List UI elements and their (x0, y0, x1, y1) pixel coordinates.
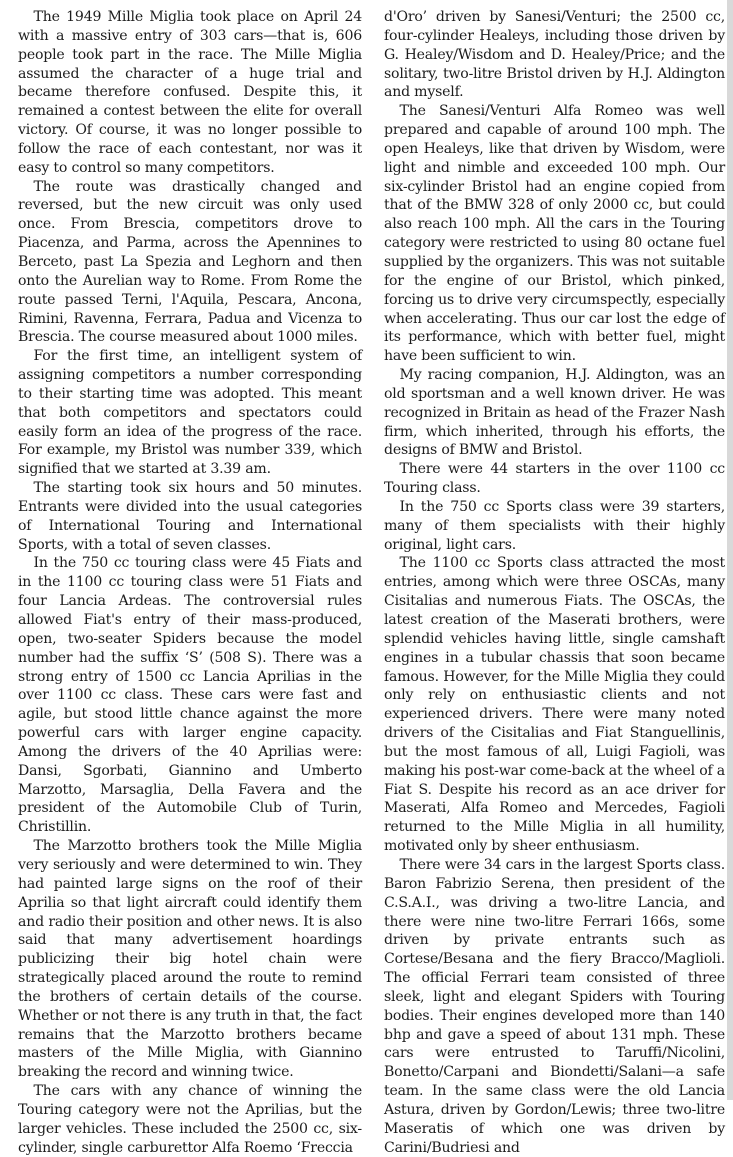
paragraph: In the 750 cc touring class were 45 Fiats and in the 1100 cc touring class were 51 Fiats and four Lancia Ardeas. The controversial rules allowed Fiat's entry of their mass-produced, open, two-seater Spiders because the model number had the suffix ‘S’ (508 S). There was a strong entry of 1500 cc Lancia Aprilias in the over 1100 cc class. These cars were fast and agile, but stood little chance against the more powerful cars with larger engine capacity. Among the drivers of the 40 Aprilias were: Dansi, Sgorbati, Giannino and Umberto Marzotto, Marsaglia, Della Favera and the president of the Automobile Club of Turin, Christillin. (18, 555, 362, 836)
paragraph: For the first time, an intelligent system of assigning competitors a number corresponding to their starting time was adopted. This meant that both competitors and spectators could easily form an idea of the progress of the race. For example, my Bristol was number 339, which signified that we started at 3.39 am. (18, 348, 362, 478)
paragraph: The Sanesi/Venturi Alfa Romeo was well prepared and capable of around 100 mph. The open Healeys, like that driven by Wisdom, were light and nimble and exceeded 100 mph. Our six-cylinder Bristol had an engine copied from that of the BMW 328 of only 2000 cc, but could also reach 100 mph. All the cars in the Touring category were restricted to using 80 octane fuel supplied by the organizers. This was not suitable for the engine of our Bristol, which pinked, forcing us to drive very circumspectly, especially when accelerating. Thus our car lost the edge of its performance, which with better fuel, might have been sufficient to win. (384, 103, 725, 365)
paragraph: My racing companion, H.J. Aldington, was an old sportsman and a well known driver. He was recognized in Britain as head of the Frazer Nash firm, which inherited, through his efforts, the designs of BMW and Bristol. (384, 367, 725, 459)
paragraph: In the 750 cc Sports class were 39 starters, many of them specialists with their highly original, light cars. (384, 498, 725, 553)
paragraph: There were 34 cars in the largest Sports class. Baron Fabrizio Serena, then president of the C.S.A.I., was driving a two-litre Lancia, and there were nine two-litre Ferrari 166s, some driven by private entrants such as Cortese/Besana and the fiery Bracco/Maglioli. The official Ferrari team consisted of three sleek, light and elegant Spiders with Touring bodies. Their engines developed more than 140 bhp and gave a speed of about 131 mph. These cars were entrusted to Taruffi/Nicolini, Bonetto/Carpani and Biondetti/Salani—a safe team. In the same class were the old Lancia Astura, driven by Gordon/Lewis; three two-litre Maseratis of which one was driven by Carini/Budriesi and (384, 856, 725, 1156)
paragraph-continued: d'Oro’ driven by Sanesi/Venturi; the 2500 cc, four-cylinder Healeys, including those driven by G. Healey/Wisdom and D. Healey/Price; and the solitary, two-litre Bristol driven by H.J. Aldington and myself. (384, 9, 725, 101)
paragraph: The cars with any chance of winning the Touring category were not the Aprilias, but the larger vehicles. These included the 2500 cc, six-cylinder, single carburettor Alfa Roemo ‘Freccia (18, 1083, 362, 1156)
paragraph: There were 44 starters in the over 1100 cc Touring class. (384, 461, 725, 497)
scan-edge (727, 0, 733, 1100)
paragraph: The Marzotto brothers took the Mille Miglia very seriously and were determined to win. They had painted large signs on the roof of their Aprilia so that light aircraft could identify them and radio their position and other news. It is also said that many advertisement hoardings publicizing their big hotel chain were strategically placed around the route to remind the brothers of certain details of the course. Whether or not there is any truth in that, the fact remains that the Marzotto brothers became masters of the Mille Miglia, with Giannino breaking the record and winning twice. (18, 838, 362, 1081)
paragraph: The 1100 cc Sports class attracted the most entries, among which were three OSCAs, many Cisitalias and numerous Fiats. The OSCAs, the latest creation of the Maserati brothers, were splendid vehicles having little, single camshaft engines in a tubular chassis that soon became famous. However, for the Mille Miglia they could only rely on enthusiastic clients and not experienced drivers. There were many noted drivers of the Cisitalias and Fiat Stanguellinis, but the most famous of all, Luigi Fagioli, was making his post-war come-back at the wheel of a Fiat S. Despite his record as an ace driver for Maserati, Alfa Romeo and Mercedes, Fagioli returned to the Mille Miglia in all humility, motivated only by sheer enthusiasm. (384, 555, 725, 855)
right-text-column (384, 8, 725, 1157)
left-text-column (18, 8, 362, 1157)
paragraph: The route was drastically changed and reversed, but the new circuit was only used once. From Brescia, competitors drove to Piacenza, and Parma, across the Apennines to Berceto, past La Spezia and Leghorn and then onto the Aurelian way to Rome. From Rome the route passed Terni, l'Aquila, Pescara, Ancona, Rimini, Ravenna, Ferrara, Padua and Vicenza to Brescia. The course measured about 1000 miles. (18, 178, 362, 346)
paragraph: The 1949 Mille Miglia took place on April 24 with a massive entry of 303 cars—that is, 606 people took part in the race. The Mille Miglia assumed the character of a huge trial and became therefore confused. Despite this, it remained a contest between the elite for overall victory. Of course, it was no longer possible to follow the race of each contestant, nor was it easy to control so many competitors. (18, 9, 362, 176)
paragraph: The starting took six hours and 50 minutes. Entrants were divided into the usual categories of International Touring and International Sports, with a total of seven classes. (18, 480, 362, 553)
